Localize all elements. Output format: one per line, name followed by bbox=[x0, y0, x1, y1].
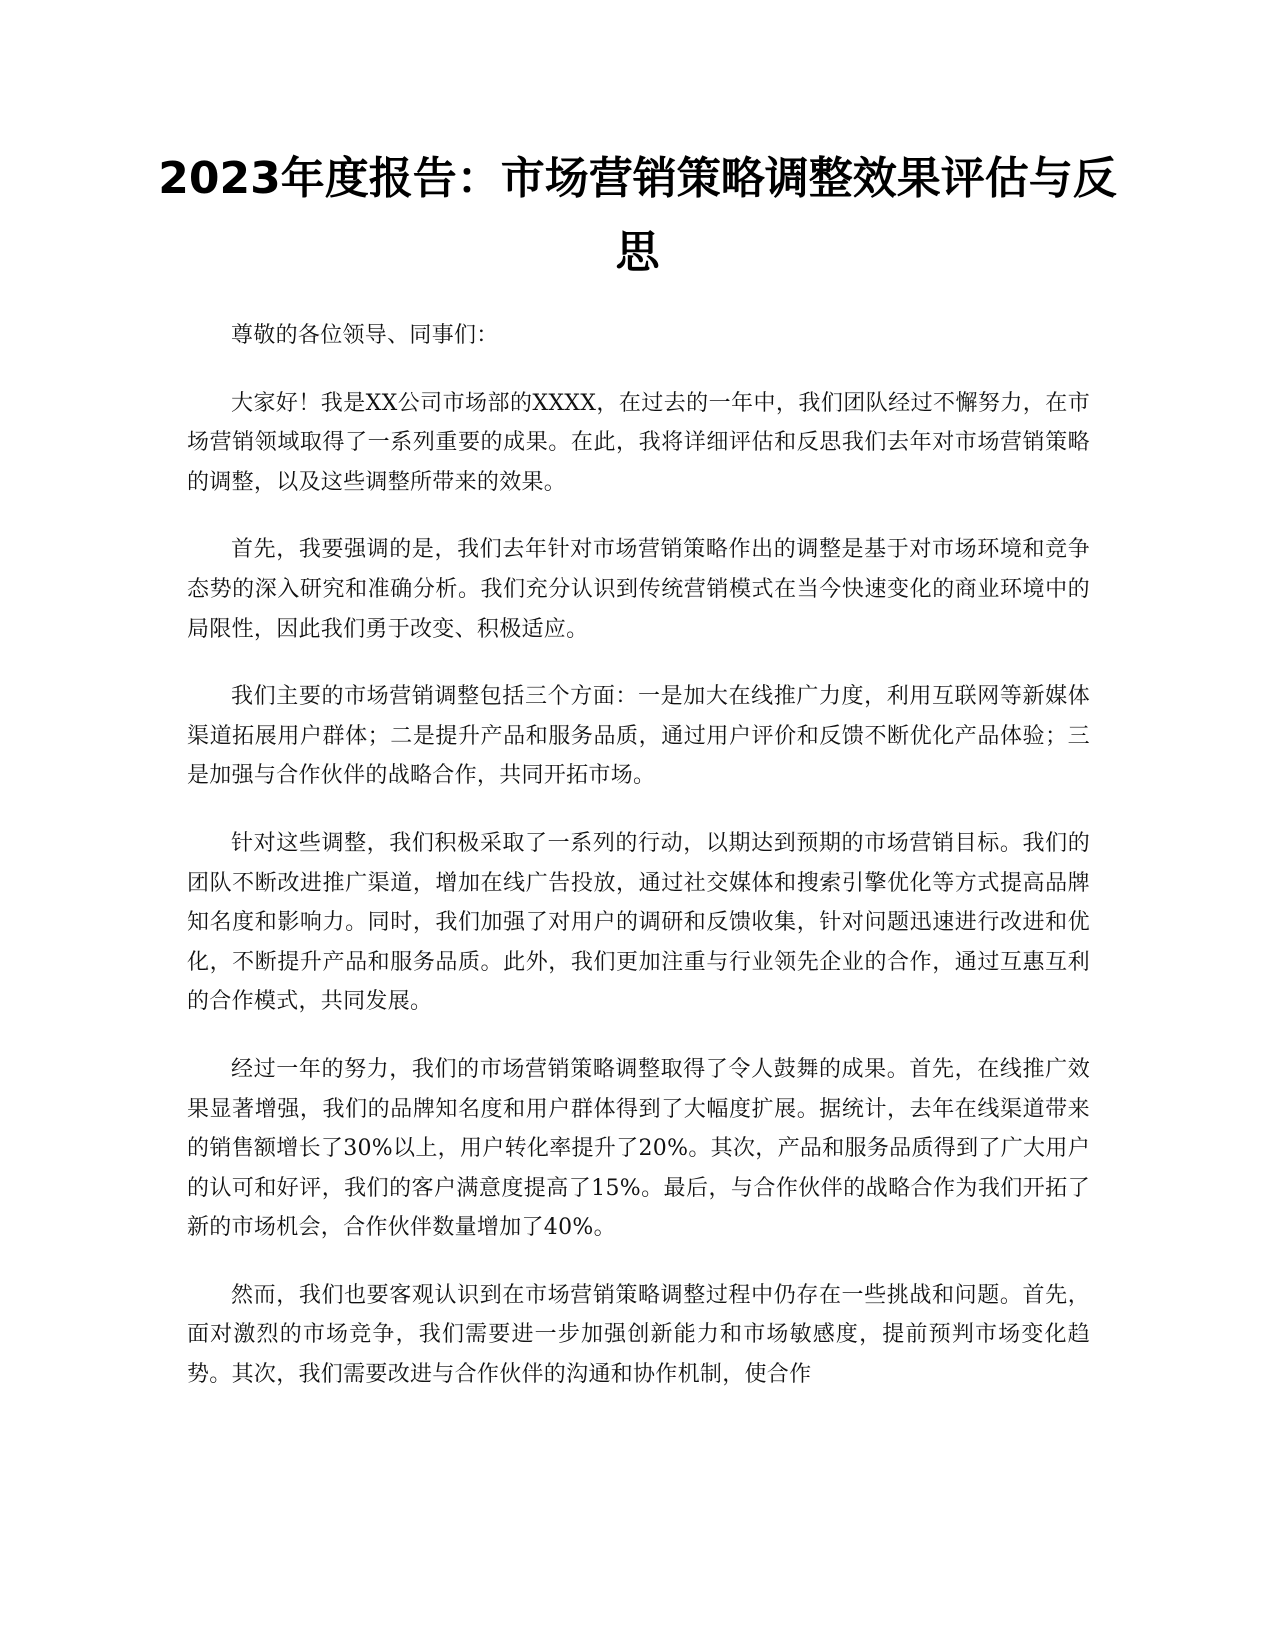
results-paragraph: 经过一年的努力，我们的市场营销策略调整取得了令人鼓舞的成果。首先，在线推广效果显著增强，我们的品牌知名度和用户群体得到了大幅度扩展。据统计，去年在线渠道带来的销售额增长了30%以上，用户转化率提升了20%。其次，产品和服务品质得到了广大用户的认可和好评，我们的客户满意度提高了15%。最后，与合作伙伴的战略合作为我们开拓了新的市场机会，合作伙伴数量增加了40%。 bbox=[187, 1056, 1090, 1241]
salutation-paragraph: 尊敬的各位领导、同事们： bbox=[231, 323, 499, 348]
document-title: 2023年度报告：市场营销策略调整效果评估与反思 bbox=[158, 153, 1117, 278]
challenges-paragraph: 然而，我们也要客观认识到在市场营销策略调整过程中仍存在一些挑战和问题。首先，面对激烈的市场竞争，我们需要进一步加强创新能力和市场敏感度，提前预判市场变化趋势。其次，我们需要改进与合作伙伴的沟通和协作机制，使合作 bbox=[187, 1282, 1090, 1388]
intro-paragraph: 大家好！我是XX公司市场部的XXXX，在过去的一年中，我们团队经过不懈努力，在市场营销领域取得了一系列重要的成果。在此，我将详细评估和反思我们去年对市场营销策略的调整，以及这些调整所带来的效果。 bbox=[187, 390, 1090, 495]
strategy-basis-paragraph: 首先，我要强调的是，我们去年针对市场营销策略作出的调整是基于对市场环境和竞争态势的深入研究和准确分析。我们充分认识到传统营销模式在当今快速变化的商业环境中的局限性，因此我们勇于改变、积极适应。 bbox=[187, 537, 1090, 642]
adjustments-paragraph: 我们主要的市场营销调整包括三个方面：一是加大在线推广力度，利用互联网等新媒体渠道拓展用户群体；二是提升产品和服务品质，通过用户评价和反馈不断优化产品体验；三是加强与合作伙伴的战略合作，共同开拓市场。 bbox=[187, 684, 1090, 789]
actions-paragraph: 针对这些调整，我们积极采取了一系列的行动，以期达到预期的市场营销目标。我们的团队不断改进推广渠道，增加在线广告投放，通过社交媒体和搜索引擎优化等方式提高品牌知名度和影响力。同时，我们加强了对用户的调研和反馈收集，针对问题迅速进行改进和优化，不断提升产品和服务品质。此外，我们更加注重与行业领先企业的合作，通过互惠互利的合作模式，共同发展。 bbox=[187, 830, 1090, 1015]
document-body bbox=[187, 316, 1090, 1423]
